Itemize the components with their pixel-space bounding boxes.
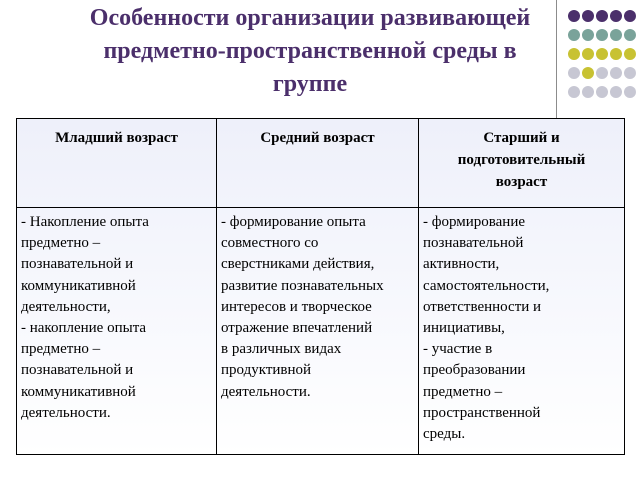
cell-line: отражение впечатлений: [221, 320, 373, 337]
title-line-3: группе: [272, 71, 348, 97]
header-junior-age: [17, 119, 217, 208]
header-middle-age: [217, 119, 419, 208]
cell-line: - формирование опыта: [221, 214, 366, 230]
decor-dot: [582, 48, 594, 60]
decor-dot: [610, 86, 622, 98]
decor-dot: [582, 10, 594, 22]
header-text: Младший возраст: [55, 130, 178, 146]
cell-line: - Накопление опыта: [21, 214, 149, 230]
decor-dot: [596, 67, 608, 79]
cell-line: активности,: [423, 256, 500, 273]
cell-line: предметно –: [423, 383, 503, 400]
cell-middle-age: [217, 208, 419, 455]
decor-dot: [568, 10, 580, 22]
decor-dot: [596, 29, 608, 41]
decor-dot: [596, 86, 608, 98]
cell-line: предметно –: [21, 235, 101, 252]
cell-line: среды.: [423, 426, 466, 443]
decor-dot: [624, 86, 636, 98]
table-row: [17, 208, 625, 455]
decor-dot: [582, 29, 594, 41]
age-features-table: [16, 118, 625, 455]
decor-dot: [568, 48, 580, 60]
cell-line: - формирование: [423, 214, 526, 230]
cell-line: пространственной: [423, 404, 541, 421]
cell-line: познавательной: [423, 235, 524, 252]
cell-line: деятельности,: [21, 298, 111, 315]
decor-dot: [624, 29, 636, 41]
cell-line: деятельности.: [21, 404, 111, 421]
cell-line: продуктивной: [221, 362, 312, 379]
header-text: Старший и: [483, 130, 560, 146]
cell-line: - накопление опыта: [21, 320, 147, 337]
decor-dot-grid: [566, 8, 640, 108]
header-text: Средний возраст: [260, 130, 375, 146]
decor-dot: [610, 10, 622, 22]
header-senior-age: [419, 119, 625, 208]
decor-dot: [596, 48, 608, 60]
cell-line: сверстниками действия,: [221, 256, 375, 273]
decor-dot: [624, 10, 636, 22]
cell-line: деятельности.: [221, 383, 311, 400]
cell-senior-age: [419, 208, 625, 455]
cell-line: самостоятельности,: [423, 277, 550, 294]
slide-title: [30, 2, 590, 101]
cell-line: совместного со: [221, 235, 319, 252]
decor-dot: [568, 67, 580, 79]
cell-line: коммуникативной: [21, 383, 136, 400]
table-header-row: [17, 119, 625, 208]
cell-line: преобразовании: [423, 362, 526, 379]
cell-line: познавательной и: [21, 256, 134, 273]
header-text: возраст: [495, 174, 548, 190]
cell-line: развитие познавательных: [221, 277, 384, 294]
decor-dot: [582, 86, 594, 98]
cell-line: коммуникативной: [21, 277, 136, 294]
cell-line: - участие в: [423, 341, 493, 358]
decor-dot: [624, 67, 636, 79]
title-line-2: предметно-пространственной среды в: [103, 38, 517, 64]
decor-dot: [610, 48, 622, 60]
cell-line: в различных видах: [221, 341, 342, 358]
title-line-1: Особенности организации развивающей: [89, 5, 531, 31]
decor-dot: [568, 86, 580, 98]
cell-line: ответственности и: [423, 298, 542, 315]
decor-dot: [610, 67, 622, 79]
cell-line: познавательной и: [21, 362, 134, 379]
header-text: подготовительный: [457, 152, 586, 168]
decor-dot: [582, 67, 594, 79]
cell-line: интересов и творческое: [221, 298, 372, 315]
decor-dot: [624, 48, 636, 60]
decor-dot: [596, 10, 608, 22]
cell-line: инициативы,: [423, 320, 505, 337]
decor-dot: [568, 29, 580, 41]
cell-line: предметно –: [21, 341, 101, 358]
decor-dot: [610, 29, 622, 41]
cell-junior-age: [17, 208, 217, 455]
decor-vertical-line: [556, 0, 557, 120]
